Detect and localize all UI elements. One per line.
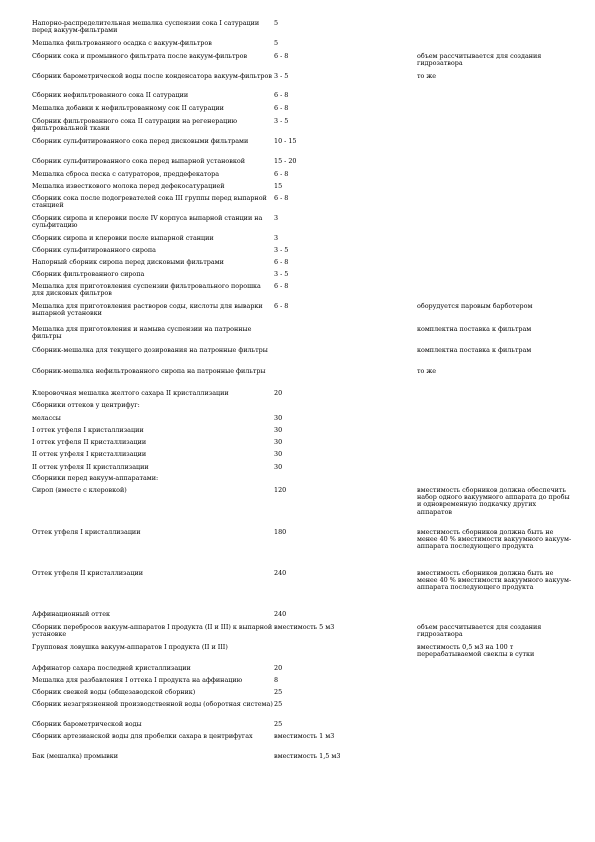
row-name: Мешалка сброса песка с сатураторов, преддефекатора	[32, 170, 220, 178]
row-value: 6 - 8	[274, 282, 289, 290]
row-note: вместимость сборников должна быть не менее 40 % вместимости вакуумного вакуум-аппарата последующего продукта	[417, 528, 572, 551]
row-name: Бак (мешалка) промывки	[32, 752, 119, 760]
row-value: 30	[274, 438, 283, 446]
row-name: Сборник перебросов вакуум-аппаратов I продукта (II и III) к выпарной установке	[32, 623, 273, 639]
row-name: Сборники оттеков у центрифуг:	[32, 401, 140, 409]
row-value: 6 - 8	[274, 302, 289, 310]
row-name: Групповая ловушка вакуум-аппаратов I продукта (II и III)	[32, 643, 228, 651]
row-note: оборудуется паровым барботером	[417, 302, 533, 310]
row-name: Сборник незагрязненной производственной воды (оборотная система)	[32, 700, 273, 708]
row-value: 30	[274, 426, 283, 434]
table-row	[32, 303, 572, 326]
row-name: Сборник сиропа и клеровки после выпарной станции	[32, 234, 214, 242]
row-name: Аффинатор сахара последней кристаллизации	[32, 664, 191, 672]
row-name: Сборник барометрической воды после конденсатора вакуум-фильтров	[32, 72, 272, 80]
row-name: мелассы	[32, 414, 61, 422]
row-name: Сборник сока после подогревателей сока III группы перед выпарной станцией	[32, 194, 267, 210]
row-name: Оттек утфеля II кристаллизации	[32, 569, 143, 577]
row-name: Сборник сульфитированного сиропа	[32, 246, 156, 254]
row-value: 3	[274, 234, 279, 242]
row-name: I оттек утфеля II кристаллизации	[32, 438, 147, 446]
row-name: Сборник фильтрованного сока II сатурации на регенерацию фильтровальной ткани	[32, 117, 238, 133]
row-note: вместимость 0,5 м3 на 100 т перерабатываемой свеклы в сутки	[417, 643, 535, 659]
row-value: 30	[274, 414, 283, 422]
table-row	[32, 487, 572, 529]
row-name: Мешалка известкового молока перед дефекосатурацией	[32, 182, 225, 190]
table-row	[32, 73, 572, 92]
row-value: 15	[274, 182, 283, 190]
table-row	[32, 529, 572, 570]
row-note: комплектна поставка к фильтрам	[417, 346, 532, 354]
row-value: 240	[274, 569, 287, 577]
row-note: комплектна поставка к фильтрам	[417, 325, 532, 333]
table-row	[32, 368, 572, 390]
table-row	[32, 644, 572, 665]
table-row	[32, 624, 572, 644]
row-value: 6 - 8	[274, 170, 289, 178]
table-row	[32, 347, 572, 368]
row-name: Мешалка добавки к нефильтрованному сок II сатурации	[32, 104, 224, 112]
row-note: объем рассчитывается для создания гидрозатвора	[417, 623, 542, 639]
row-name: Сборник сульфитированного сока перед выпарной установкой	[32, 157, 245, 165]
row-value: 5	[274, 19, 279, 27]
row-name: II оттек утфеля I кристаллизации	[32, 450, 147, 458]
row-value: 240	[274, 610, 287, 618]
row-value: 3 - 5	[274, 246, 289, 254]
table-row	[32, 195, 572, 215]
row-name: Сборник нефильтрованного сока II сатурации	[32, 91, 189, 99]
table-row	[32, 701, 572, 721]
table-row	[32, 753, 572, 765]
equipment-table	[32, 20, 572, 765]
table-row	[32, 326, 572, 347]
row-name: Сборники перед вакуум-аппаратами:	[32, 474, 159, 482]
row-value: 6 - 8	[274, 52, 289, 60]
row-value: 10 - 15	[274, 137, 297, 145]
table-row	[32, 138, 572, 158]
row-note: объем рассчитывается для создания гидрозатвора	[417, 52, 542, 68]
row-value: 3 - 5	[274, 270, 289, 278]
table-row	[32, 402, 572, 415]
row-name: II оттек утфеля II кристаллизации	[32, 463, 149, 471]
row-value: 3 - 5	[274, 117, 289, 125]
row-name: Сборник сока и промывного фильтрата после вакуум-фильтров	[32, 52, 248, 60]
row-value: 15 - 20	[274, 157, 297, 165]
row-name: Напорный сборник сиропа перед дисковыми фильтрами	[32, 258, 224, 266]
row-value: 30	[274, 463, 283, 471]
table-row	[32, 733, 572, 753]
row-value: 6 - 8	[274, 194, 289, 202]
row-name: Мешалка для приготовления растворов соды, кислоты для выварки выпарной установки	[32, 302, 263, 318]
row-value: 6 - 8	[274, 104, 289, 112]
table-row	[32, 215, 572, 235]
row-value: 25	[274, 688, 283, 696]
row-name: Мешалка для разбавления I оттека I продукта на аффинацию	[32, 676, 243, 684]
table-row	[32, 283, 572, 303]
table-row	[32, 118, 572, 138]
row-value: 8	[274, 676, 279, 684]
row-name: Мешалка для приготовления и намыва суспензии на патронные фильтры	[32, 325, 252, 341]
row-value: вместимость 5 м3	[274, 623, 335, 631]
table-row	[32, 53, 572, 73]
row-value: 25	[274, 700, 283, 708]
row-name: Сироп (вместе с клеровкой)	[32, 486, 127, 494]
row-name: Мешалка для приготовления суспензии фильтровального порошка для дисковых фильтров	[32, 282, 261, 298]
row-note: вместимость сборников должна быть не менее 40 % вместимости вакуумного вакуум-аппарата последующего продукта	[417, 569, 572, 592]
row-name: Сборник барометрической воды	[32, 720, 142, 728]
row-name: Сборник сульфитированного сока перед дисковыми фильтрами	[32, 137, 249, 145]
row-value: 6 - 8	[274, 258, 289, 266]
row-value: 20	[274, 664, 283, 672]
row-name: Оттек утфеля I кристаллизации	[32, 528, 141, 536]
row-name: Аффинационный оттек	[32, 610, 110, 618]
row-value: 25	[274, 720, 283, 728]
row-value: 120	[274, 486, 287, 494]
row-value: вместимость 1,5 м3	[274, 752, 341, 760]
row-name: I оттек утфеля I кристаллизации	[32, 426, 144, 434]
table-row	[32, 570, 572, 611]
row-name: Сборник-мешалка нефильтрованного сиропа на патронные фильтры	[32, 367, 266, 375]
row-value: 20	[274, 389, 283, 397]
row-name: Сборник свежей воды (общезаводской сборник)	[32, 688, 196, 696]
row-value: 30	[274, 450, 283, 458]
row-value: 5	[274, 39, 279, 47]
table-row	[32, 20, 572, 40]
row-value: 3 - 5	[274, 72, 289, 80]
row-note: то же	[417, 367, 437, 375]
row-name: Напорно-распределительная мешалка суспензии сока I сатурации перед вакуум-фильтрами	[32, 19, 260, 35]
row-note: вместимость сборников должна обеспечить набор одного вакуумного аппарата до пробы и одновременную подкачку других аппаратов	[417, 486, 570, 516]
row-name: Сборник фильтрованного сиропа	[32, 270, 145, 278]
row-name: Мешалка фильтрованного осадка с вакуум-фильтров	[32, 39, 212, 47]
row-name: Клеровочная мешалка желтого сахара II кристаллизации	[32, 389, 229, 397]
row-name: Сборник-мешалка для текущего дозирования на патронные фильтры	[32, 346, 268, 354]
row-value: 180	[274, 528, 287, 536]
row-name: Сборник артезианской воды для пробелки сахара в центрифугах	[32, 732, 253, 740]
row-value: вместимость 1 м3	[274, 732, 335, 740]
row-note: то же	[417, 72, 437, 80]
row-name: Сборник сиропа и клеровки после IV корпуса выпарной станции на сульфитацию	[32, 214, 263, 230]
row-value: 3	[274, 214, 279, 222]
row-value: 6 - 8	[274, 91, 289, 99]
